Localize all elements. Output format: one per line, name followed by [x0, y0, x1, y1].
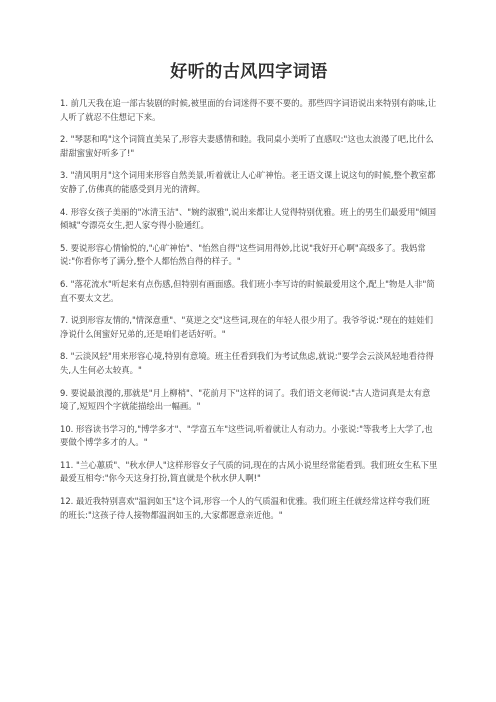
paragraph-7: 7. 说到形容友情的,"情深意重"、"莫逆之交"这些词,现在的年轻人很少用了。我爷爷说:"现在的娃娃们净说什么闺蜜好兄弟的,还是咱们老话好听。": [60, 315, 434, 339]
paragraph-8: 8. "云淡风轻"用来形容心境,特别有意境。班主任看到我们为考试焦虑,就说:"要学会云淡风轻地看待得失,人生何必太较真。": [60, 351, 434, 375]
paragraph-5: 5. 要说形容心情愉悦的,"心旷神怡"、"怡然自得"这些词用得妙,比说"我好开心啊"高级多了。我妈常说:"你看你考了满分,整个人都怡然自得的样子。": [60, 242, 426, 267]
paragraph-9: 9. 要说最浪漫的,那就是"月上柳梢"、"花前月下"这样的词了。我们语文老师说:"古人造词真是太有意境了,短短四个字就能描绘出一幅画。": [60, 387, 431, 412]
paragraph-4: 4. 形容女孩子美丽的"冰清玉洁"、"婉约淑雅",说出来都让人觉得特别优雅。班上的男生们最爱用"倾国倾城"夸漂亮女生,把人家夸得小脸通红。: [60, 206, 436, 231]
document-title: 好听的古风四字词语: [170, 62, 328, 82]
paragraph-list: [60, 97, 438, 522]
paragraph-3: 3. "清风明月"这个词用来形容自然美景,听着就让人心旷神怡。老王语文课上说这句的时候,整个教室都安静了,仿佛真的能感受到月光的清辉。: [60, 170, 436, 194]
paragraph-10: 10. 形容读书学习的,"博学多才"、"学富五车"这些词,听着就让人有动力。小张说:"等我考上大学了,也要做个博学多才的人。": [60, 423, 433, 448]
paragraph-11: 11. "兰心蕙质"、"秋水伊人"这样形容女子气质的词,现在的古风小说里经常能看到。我们班女生私下里最爱互相夸:"你今天这身打扮,简直就是个秋水伊人啊!": [60, 459, 438, 484]
paragraph-6: 6. "落花流水"听起来有点伤感,但特别有画面感。我们班小李写诗的时候最爱用这个,配上"物是人非"简直不要太文艺。: [60, 278, 435, 303]
paragraph-12: 12. 最近我特别喜欢"温润如玉"这个词,形容一个人的气质温和优雅。我们班主任就经常这样夸我们班的班长:"这孩子待人接物都温润如玉的,大家都愿意亲近他。": [60, 496, 430, 520]
paragraph-2: 2. "琴瑟和鸣"这个词简直美呆了,形容夫妻感情和睦。我同桌小美听了直感叹:"这也太浪漫了吧,比什么甜甜蜜蜜好听多了!": [60, 134, 434, 158]
paragraph-1: 1. 前几天我在追一部古装剧的时候,被里面的台词迷得不要不要的。那些四字词语说出来特别有韵味,让人听了就忍不住想记下来。: [60, 98, 437, 122]
